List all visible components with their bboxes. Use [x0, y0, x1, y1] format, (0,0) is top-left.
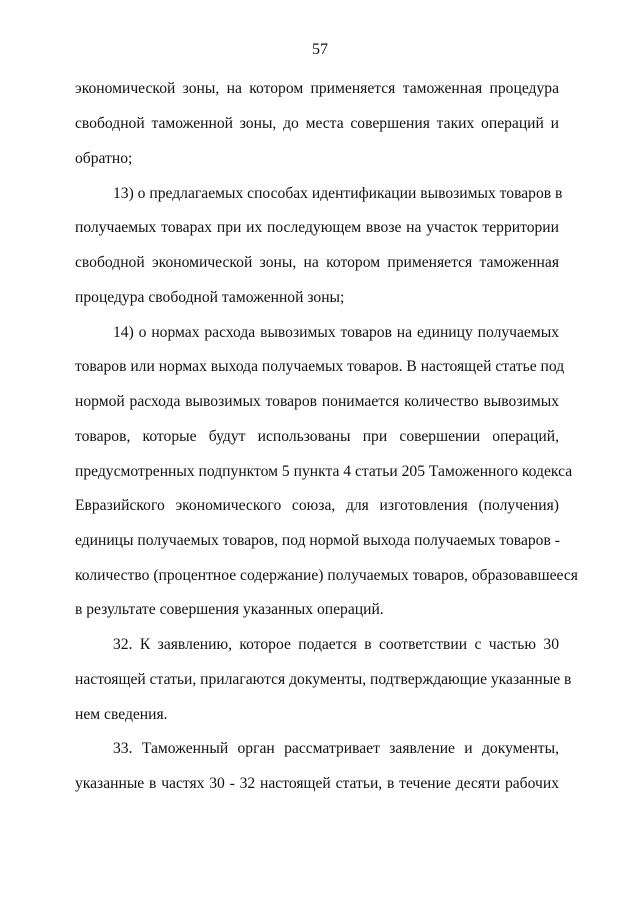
text-line: единицы получаемых товаров, под нормой выхода получаемых товаров -	[75, 532, 560, 549]
text-line: нормой расхода вывозимых товаров понимается количество вывозимых	[75, 393, 559, 410]
text-line: количество (процентное содержание) получаемых товаров, образовавшееся	[75, 567, 578, 584]
text-line: свободной экономической зоны, на котором применяется таможенная	[75, 254, 559, 271]
text-line: 32. К заявлению, которое подается в соответствии с частью 30	[113, 636, 559, 653]
text-line: указанные в частях 30 - 32 настоящей статьи, в течение десяти рабочих	[75, 775, 559, 792]
text-line: в результате совершения указанных операций.	[75, 601, 384, 618]
text-line: предусмотренных подпунктом 5 пункта 4 статьи 205 Таможенного кодекса	[75, 463, 573, 480]
text-line: 14) о нормах расхода вывозимых товаров на единицу получаемых	[113, 324, 559, 341]
text-line: 13) о предлагаемых способах идентификации вывозимых товаров в	[113, 185, 563, 202]
text-line: получаемых товарах при их последующем ввозе на участок территории	[75, 219, 559, 236]
text-line: обратно;	[75, 150, 133, 167]
page-number: 57	[312, 41, 328, 58]
text-line: товаров, которые будут использованы при совершении операций,	[75, 428, 559, 445]
text-line: 33. Таможенный орган рассматривает заявление и документы,	[113, 740, 559, 757]
text-line: нем сведения.	[75, 706, 168, 723]
text-line: экономической зоны, на котором применяется таможенная процедура	[75, 80, 559, 97]
text-line: настоящей статьи, прилагаются документы, подтверждающие указанные в	[75, 671, 572, 688]
text-line: Евразийского экономического союза, для изготовления (получения)	[75, 497, 559, 514]
text-line: процедура свободной таможенной зоны;	[75, 289, 345, 306]
text-line: товаров или нормах выхода получаемых товаров. В настоящей статье под	[75, 358, 565, 375]
text-line: свободной таможенной зоны, до места совершения таких операций и	[75, 115, 559, 132]
